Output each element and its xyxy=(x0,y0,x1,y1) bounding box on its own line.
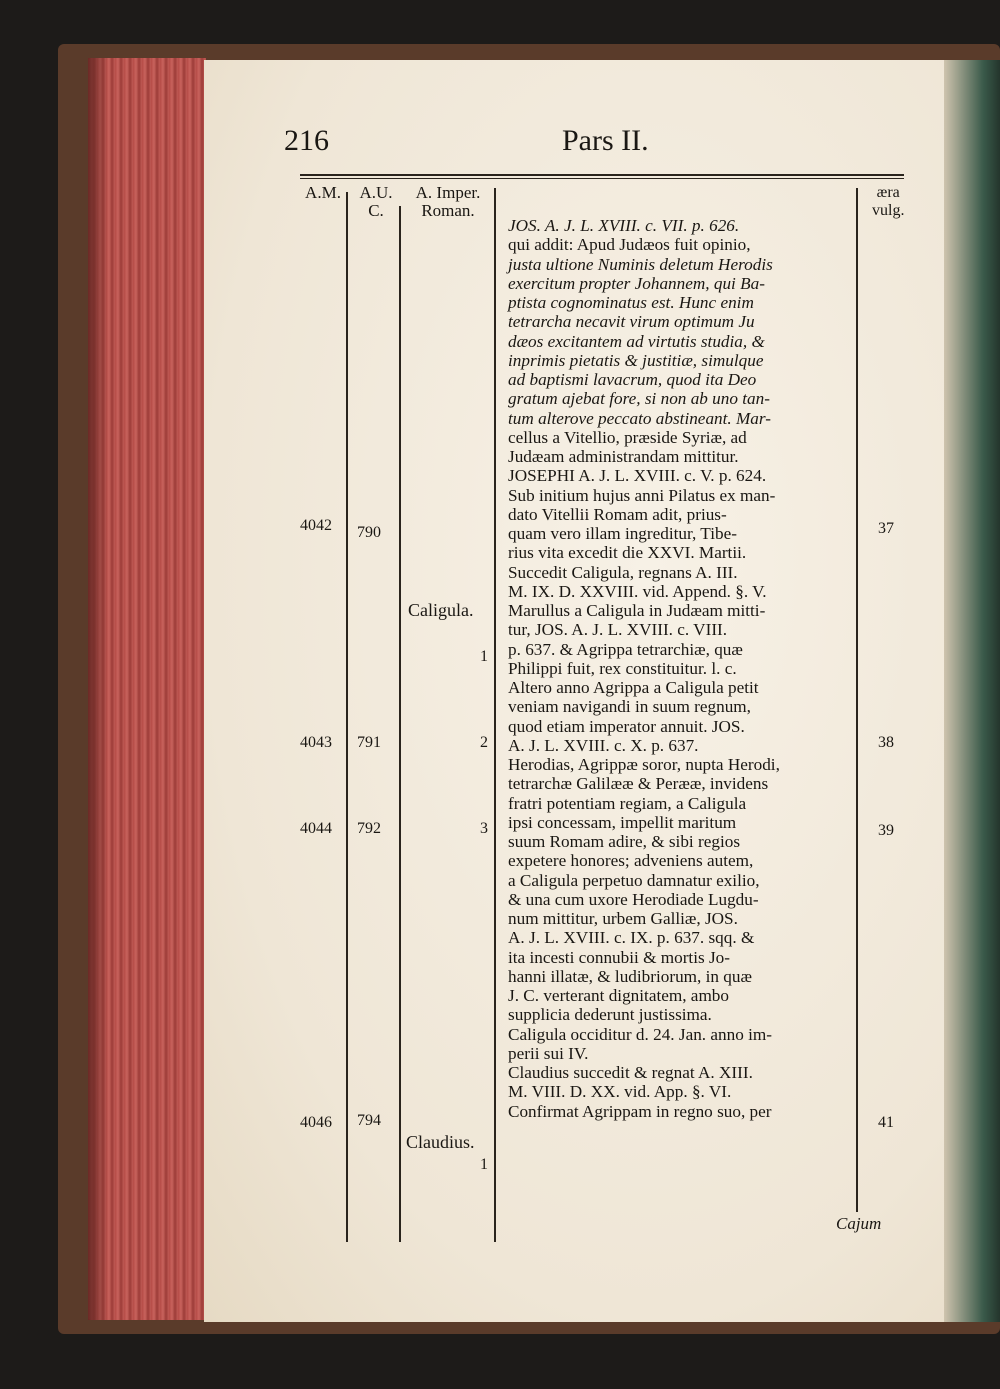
text-line: ptista cognominatus est. Hunc enim xyxy=(508,293,754,312)
text-line: ad baptismi lavacrum, quod ita Deo xyxy=(508,370,757,389)
text-line: A. J. L. XVIII. c. IX. p. 637. sqq. & xyxy=(508,928,755,948)
col-head-am: A.M. xyxy=(305,183,341,202)
text-line: hanni illatæ, & ludibriorum, in quæ xyxy=(508,966,752,986)
text-line: Confirmat Agrippam in regno suo, per xyxy=(508,1101,772,1121)
body-text xyxy=(508,216,854,1121)
text-line: inprimis pietatis & justitiæ, simulque xyxy=(508,350,764,370)
text-line: Caligula occiditur d. 24. Jan. anno im- xyxy=(508,1024,772,1044)
text-line: quam vero illam ingreditur, Tibe- xyxy=(508,524,737,543)
running-title: Pars II. xyxy=(562,124,649,157)
text-line: M. IX. D. XXVIII. vid. Append. §. V. xyxy=(508,581,767,601)
text-line: quod etiam imperator annuit. JOS. xyxy=(508,716,745,736)
text-line: a Caligula perpetuo damnatur exilio, xyxy=(508,870,760,890)
auc-794: 794 xyxy=(357,1112,381,1129)
text-line: tetrarcha necavit virum optimum Ju xyxy=(508,312,755,332)
am-4044: 4044 xyxy=(300,820,332,837)
text-line: & una cum uxore Herodiade Lugdu- xyxy=(508,889,759,909)
am-4046: 4046 xyxy=(300,1114,332,1131)
text-line: tetrarchæ Galilææ & Perææ, invidens xyxy=(508,774,769,794)
text-line: veniam navigandi in suum regnum, xyxy=(508,697,751,717)
emperor-caligula: Caligula. xyxy=(408,600,474,620)
page-number: 216 xyxy=(284,124,329,157)
text-line: A. J. L. XVIII. c. X. p. 637. xyxy=(508,735,699,755)
text-line: gratum ajebat fore, si non ab uno tan- xyxy=(508,389,770,409)
catchword: Cajum xyxy=(836,1214,882,1233)
am-4043: 4043 xyxy=(300,734,332,751)
text-line: tum alterove peccato abstineant. Mar- xyxy=(508,408,771,428)
text-line: Philippi fuit, rex constituitur. l. c. xyxy=(508,658,737,678)
auc-791: 791 xyxy=(357,734,381,751)
caligula-year-1: 1 xyxy=(480,648,488,665)
am-4042: 4042 xyxy=(300,517,332,534)
page-header xyxy=(0,124,1000,164)
text-line: dato Vitellii Romam adit, prius- xyxy=(508,504,727,524)
col-rule-3 xyxy=(494,188,496,1242)
claudius-year-1: 1 xyxy=(480,1156,488,1173)
auc-790: 790 xyxy=(357,524,381,541)
col-head-auc: A.U. C. xyxy=(359,183,393,220)
vulg-38: 38 xyxy=(878,734,894,751)
auc-792: 792 xyxy=(357,820,381,837)
text-line: rius vita excedit die XXVI. Martii. xyxy=(508,543,747,563)
text-line: exercitum propter Johannem, qui Ba- xyxy=(508,273,765,293)
header-rule-top xyxy=(300,174,904,176)
text-line: Succedit Caligula, regnans A. III. xyxy=(508,562,738,582)
text-line: cellus a Vitellio, præside Syriæ, ad xyxy=(508,427,747,447)
vulg-37: 37 xyxy=(878,520,894,537)
text-line: Marullus a Caligula in Judæam mitti- xyxy=(508,601,766,620)
text-line: expetere honores; adveniens autem, xyxy=(508,851,754,871)
text-line: ita incesti connubii & mortis Jo- xyxy=(508,947,730,967)
text-line: ipsi concessam, impellit maritum xyxy=(508,812,737,832)
col-rule-4 xyxy=(856,188,858,1212)
vulg-39: 39 xyxy=(878,822,894,839)
edge-shadow xyxy=(88,58,108,1320)
text-line: M. VIII. D. XX. vid. App. §. VI. xyxy=(508,1082,732,1102)
text-line: J. C. verterant dignitatem, ambo xyxy=(508,986,729,1005)
facing-page-gutter xyxy=(944,60,1000,1322)
text-line: Judæam administrandam mittitur. xyxy=(508,447,739,466)
text-line: Claudius succedit & regnat A. XIII. xyxy=(508,1063,753,1082)
vulg-41: 41 xyxy=(878,1114,894,1131)
text-line: suum Romam adire, & sibi regios xyxy=(508,832,741,851)
header-rule-bottom xyxy=(300,178,904,179)
text-line: Herodias, Agrippæ soror, nupta Herodi, xyxy=(508,755,780,774)
text-line: justa ultione Numinis deletum Herodis xyxy=(508,254,773,274)
text-line: supplicia dederunt justissima. xyxy=(508,1005,712,1025)
col-head-imper: A. Imper. Roman. xyxy=(415,183,481,220)
emperor-claudius: Claudius. xyxy=(406,1132,475,1152)
text-line: JOSEPHI A. J. L. XVIII. c. V. p. 624. xyxy=(508,466,767,486)
text-line: perii sui IV. xyxy=(508,1043,589,1063)
text-line: dæos excitantem ad virtutis studia, & xyxy=(508,331,765,351)
text-line: tur, JOS. A. J. L. XVIII. c. VIII. xyxy=(508,620,728,640)
col-head-era: æra vulg. xyxy=(872,184,905,219)
col-rule-2 xyxy=(399,206,401,1242)
text-line: Sub initium hujus anni Pilatus ex man- xyxy=(508,485,776,505)
caligula-year-2: 2 xyxy=(480,734,488,751)
text-line: fratri potentiam regiam, a Caligula xyxy=(508,793,747,813)
text-line: Altero anno Agrippa a Caligula petit xyxy=(508,678,759,697)
text-line: JOS. A. J. L. XVIII. c. VII. p. 626. xyxy=(508,216,740,235)
text-line: qui addit: Apud Judæos fuit opinio, xyxy=(508,235,751,255)
caligula-year-3: 3 xyxy=(480,820,488,837)
text-line: p. 637. & Agrippa tetrarchiæ, quæ xyxy=(508,639,743,659)
col-rule-1 xyxy=(346,192,348,1242)
text-line: num mittitur, urbem Galliæ, JOS. xyxy=(508,909,738,928)
